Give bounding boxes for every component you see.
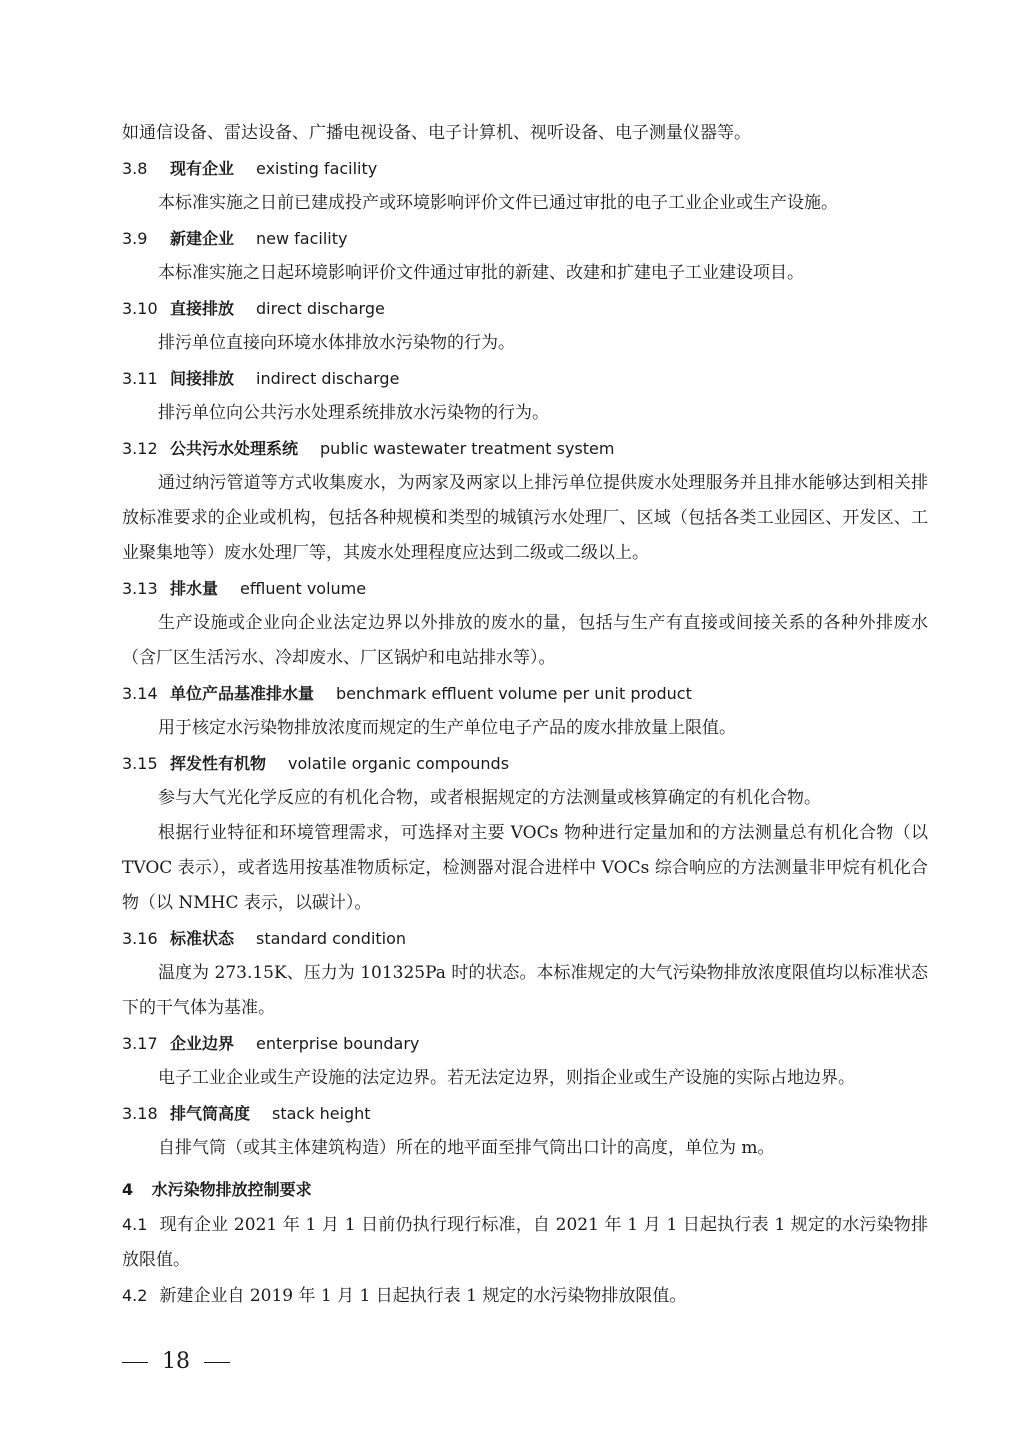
term-chinese: 公共污水处理系统 bbox=[170, 439, 299, 458]
term-heading bbox=[122, 746, 928, 781]
footer-dash-right bbox=[204, 1362, 230, 1363]
term-chinese: 企业边界 bbox=[170, 1034, 235, 1053]
term-heading bbox=[122, 1096, 928, 1131]
term-number: 3.14 bbox=[122, 684, 158, 703]
term-definition: 通过纳污管道等方式收集废水，为两家及两家以上排污单位提供废水处理服务并且排水能够达到相关排放标准要求的企业或机构，包括各种规模和类型的城镇污水处理厂、区域（包括各类工业园区、开发区、工业聚集地等）废水处理厂等，其废水处理程度应达到二级或二级以上。 bbox=[122, 473, 928, 563]
term-number: 3.10 bbox=[122, 299, 158, 318]
term-definition: 电子工业企业或生产设施的法定边界。若无法定边界，则指企业或生产设施的实际占地边界。 bbox=[158, 1068, 855, 1088]
term-heading bbox=[122, 291, 928, 326]
term-chinese: 标准状态 bbox=[170, 929, 235, 948]
term-number: 3.17 bbox=[122, 1034, 158, 1053]
clause-text: 新建企业自 2019 年 1 月 1 日起执行表 1 规定的水污染物排放限值。 bbox=[159, 1286, 687, 1306]
term-heading bbox=[122, 361, 928, 396]
term-chinese: 间接排放 bbox=[170, 369, 235, 388]
term-definition: 根据行业特征和环境管理需求，可选择对主要 VOCs 物种进行定量加和的方法测量总有机化合物（以 TVOC 表示），或者选用按基准物质标定，检测器对混合进样中 VOCs 综合响应的方法测量非甲烷有机化合物（以 NMHC 表示，以碳计）。 bbox=[122, 823, 928, 913]
term-definition: 参与大气光化学反应的有机化合物，或者根据规定的方法测量或核算确定的有机化合物。 bbox=[158, 788, 821, 808]
term-chinese: 直接排放 bbox=[170, 299, 235, 318]
clause bbox=[122, 1207, 928, 1278]
term-english: standard condition bbox=[256, 929, 407, 948]
section-heading bbox=[122, 1172, 928, 1207]
term-definition: 排污单位直接向环境水体排放水污染物的行为。 bbox=[158, 333, 515, 353]
term-definition: 本标准实施之日起环境影响评价文件通过审批的新建、改建和扩建电子工业建设项目。 bbox=[158, 263, 804, 283]
term-heading bbox=[122, 221, 928, 256]
clause-text: 现有企业 2021 年 1 月 1 日前仍执行现行标准，自 2021 年 1 月 1 日起执行表 1 规定的水污染物排放限值。 bbox=[122, 1215, 928, 1270]
clause bbox=[122, 1278, 928, 1314]
term-number: 3.8 bbox=[122, 159, 148, 178]
term-english: direct discharge bbox=[256, 299, 385, 318]
document-body bbox=[122, 116, 928, 1314]
term-definition: 自排气筒（或其主体建筑构造）所在的地平面至排气筒出口计的高度，单位为 m。 bbox=[158, 1138, 775, 1158]
term-english: indirect discharge bbox=[256, 369, 400, 388]
section-number: 4 bbox=[122, 1180, 134, 1199]
term-number: 3.11 bbox=[122, 369, 158, 388]
page-number: 18 bbox=[162, 1349, 190, 1374]
term-english: benchmark effluent volume per unit product bbox=[336, 684, 692, 703]
term-heading bbox=[122, 571, 928, 606]
term-number: 3.12 bbox=[122, 439, 158, 458]
term-number: 3.9 bbox=[122, 229, 148, 248]
continuation-text: 如通信设备、雷达设备、广播电视设备、电子计算机、视听设备、电子测量仪器等。 bbox=[122, 123, 751, 143]
term-heading bbox=[122, 676, 928, 711]
footer-dash-left bbox=[122, 1362, 148, 1363]
term-chinese: 排气筒高度 bbox=[170, 1104, 251, 1123]
term-heading bbox=[122, 431, 928, 466]
term-english: stack height bbox=[272, 1104, 371, 1123]
term-definition: 排污单位向公共污水处理系统排放水污染物的行为。 bbox=[158, 403, 549, 423]
terms-list bbox=[122, 151, 928, 1166]
term-number: 3.13 bbox=[122, 579, 158, 598]
term-heading bbox=[122, 151, 928, 186]
term-definition: 生产设施或企业向企业法定边界以外排放的废水的量，包括与生产有直接或间接关系的各种外排废水（含厂区生活污水、冷却废水、厂区锅炉和电站排水等）。 bbox=[122, 613, 928, 668]
clause-number: 4.1 bbox=[122, 1215, 148, 1234]
clause-number: 4.2 bbox=[122, 1286, 148, 1305]
term-definition: 本标准实施之日前已建成投产或环境影响评价文件已通过审批的电子工业企业或生产设施。 bbox=[158, 193, 838, 213]
term-english: enterprise boundary bbox=[256, 1034, 420, 1053]
term-chinese: 排水量 bbox=[170, 579, 219, 598]
term-english: new facility bbox=[256, 229, 348, 248]
section-title: 水污染物排放控制要求 bbox=[151, 1180, 312, 1199]
term-chinese: 挥发性有机物 bbox=[170, 754, 267, 773]
term-heading bbox=[122, 1026, 928, 1061]
term-heading bbox=[122, 921, 928, 956]
clauses-list bbox=[122, 1207, 928, 1314]
term-number: 3.18 bbox=[122, 1104, 158, 1123]
term-english: effluent volume bbox=[240, 579, 367, 598]
term-english: public wastewater treatment system bbox=[320, 439, 615, 458]
term-chinese: 现有企业 bbox=[170, 159, 235, 178]
term-english: volatile organic compounds bbox=[288, 754, 510, 773]
term-chinese: 新建企业 bbox=[170, 229, 235, 248]
term-definition: 用于核定水污染物排放浓度而规定的生产单位电子产品的废水排放量上限值。 bbox=[158, 718, 736, 738]
term-number: 3.15 bbox=[122, 754, 158, 773]
page-footer bbox=[122, 1344, 230, 1380]
term-definition: 温度为 273.15K、压力为 101325Pa 时的状态。本标准规定的大气污染物排放浓度限值均以标准状态下的干气体为基准。 bbox=[122, 963, 928, 1018]
term-number: 3.16 bbox=[122, 929, 158, 948]
term-chinese: 单位产品基准排水量 bbox=[170, 684, 315, 703]
term-english: existing facility bbox=[256, 159, 378, 178]
